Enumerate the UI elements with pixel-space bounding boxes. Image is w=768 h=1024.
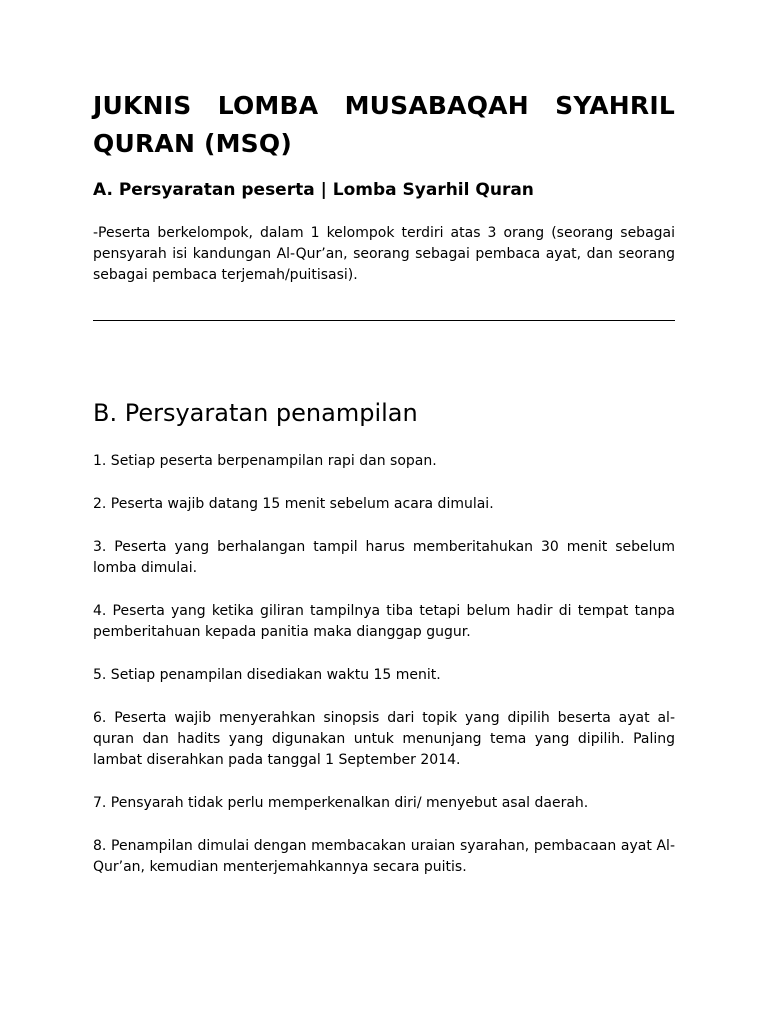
rule-item-5: 5. Setiap penampilan disediakan waktu 15 menit. xyxy=(93,667,441,683)
rule-item-4: 4. Peserta yang ketika giliran tampilnya tiba tetapi belum hadir di tempat tanpa pemberitahuan kepada panitia maka dianggap gugur. xyxy=(93,603,675,640)
section-a-heading: A. Persyaratan peserta | Lomba Syarhil Quran xyxy=(93,180,534,200)
section-a-paragraph: -Peserta berkelompok, dalam 1 kelompok terdiri atas 3 orang (seorang sebagai pensyarah isi kandungan Al-Qur’an, seorang sebagai pembaca ayat, dan seorang sebagai pembaca terjemah/puitisasi). xyxy=(93,225,675,283)
rule-item-3: 3. Peserta yang berhalangan tampil harus memberitahukan 30 menit sebelum lomba dimulai. xyxy=(93,539,675,576)
document-title: JUKNIS LOMBA MUSABAQAH SYAHRIL QURAN (MSQ) xyxy=(93,91,675,158)
rule-item-1: 1. Setiap peserta berpenampilan rapi dan sopan. xyxy=(93,453,437,469)
rule-list xyxy=(93,451,675,900)
rule-item-8: 8. Penampilan dimulai dengan membacakan uraian syarahan, pembacaan ayat Al-Qur’an, kemudian menterjemahkannya secara puitis. xyxy=(93,838,675,875)
rule-item-7: 7. Pensyarah tidak perlu memperkenalkan diri/ menyebut asal daerah. xyxy=(93,795,589,811)
horizontal-divider xyxy=(93,320,675,321)
rule-item-2: 2. Peserta wajib datang 15 menit sebelum acara dimulai. xyxy=(93,496,494,512)
rule-item-6: 6. Peserta wajib menyerahkan sinopsis dari topik yang dipilih beserta ayat al-quran dan hadits yang digunakan untuk menunjang tema yang dipilih. Paling lambat diserahkan pada tanggal 1 September 2014. xyxy=(93,710,675,768)
section-b-heading: B. Persyaratan penampilan xyxy=(93,399,418,427)
